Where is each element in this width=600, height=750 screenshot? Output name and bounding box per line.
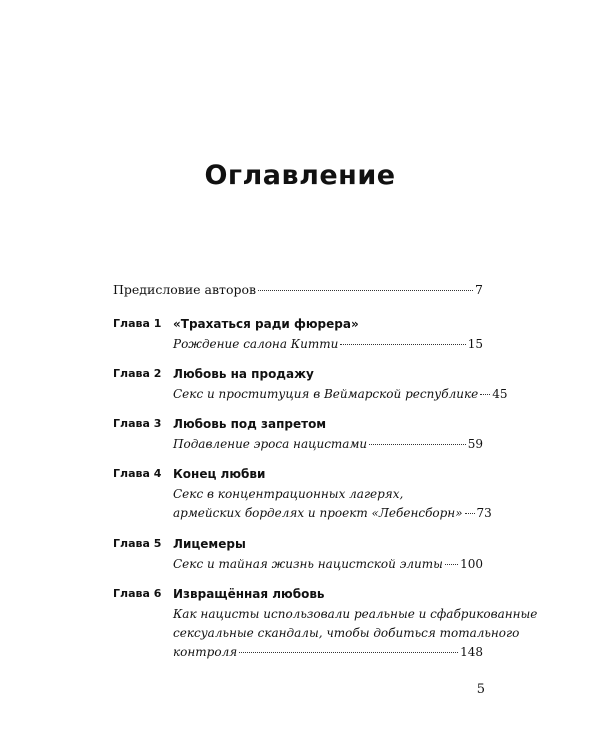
chapter-label: Глава 3: [113, 417, 162, 430]
chapter-page-number: 148: [460, 645, 483, 659]
chapter-label: Глава 4: [113, 467, 162, 480]
chapter-page-number: 100: [460, 557, 483, 571]
subtitle-line: Секс в концентрационных лагерях,: [173, 487, 404, 501]
chapter-title: Любовь на продажу: [173, 367, 314, 381]
chapter-title: «Трахаться ради фюрера»: [173, 317, 359, 331]
chapter-subtitle: [173, 605, 538, 662]
chapter-page-number: 45: [492, 387, 508, 401]
chapter-title: Лицемеры: [173, 537, 246, 551]
subtitle-text: Секс и проституция в Веймарской республике: [173, 387, 479, 401]
subtitle-text: Рождение салона Китти: [173, 337, 339, 351]
dot-leader: [445, 564, 458, 565]
subtitle-last-line: [173, 335, 483, 354]
chapter-page-number: 73: [476, 506, 492, 520]
dot-leader: [258, 290, 473, 291]
chapter-page-number: 15: [467, 337, 483, 351]
chapter-label: Глава 1: [113, 317, 162, 330]
chapter-subtitle: [173, 435, 483, 454]
subtitle-text: Подавление эроса нацистами: [173, 437, 368, 451]
chapter-page-number: 59: [467, 437, 483, 451]
subtitle-last-line: [173, 555, 483, 574]
subtitle-last-line: [173, 504, 492, 523]
subtitle-line: сексуальные скандалы, чтобы добиться тотального: [173, 626, 520, 640]
subtitle-line: Как нацисты использовали реальные и сфабрикованные: [173, 607, 538, 621]
subtitle-last-line: [173, 385, 508, 404]
subtitle-text: контроля: [173, 645, 238, 659]
chapter-label: Глава 5: [113, 537, 162, 550]
chapter-subtitle: [173, 335, 483, 354]
subtitle-text: армейских борделях и проект «Лебенсборн»: [173, 506, 463, 520]
page-number: 5: [476, 682, 485, 697]
dot-leader: [340, 344, 465, 345]
dot-leader: [480, 394, 490, 395]
page-title: Оглавление: [204, 160, 396, 191]
preface-title: Предисловие авторов: [113, 282, 257, 297]
dot-leader: [239, 652, 458, 653]
subtitle-text: Секс и тайная жизнь нацистской элиты: [173, 557, 443, 571]
chapter-label: Глава 2: [113, 367, 162, 380]
dot-leader: [369, 444, 466, 445]
preface-page-number: 7: [475, 282, 483, 297]
chapter-subtitle: [173, 485, 492, 523]
dot-leader: [465, 513, 475, 514]
chapter-title: Любовь под запретом: [173, 417, 327, 431]
subtitle-last-line: [173, 643, 483, 662]
toc-preface-entry[interactable]: [113, 282, 483, 298]
chapter-subtitle: [173, 555, 483, 574]
chapter-subtitle: [173, 385, 508, 404]
subtitle-last-line: [173, 435, 483, 454]
chapter-label: Глава 6: [113, 587, 162, 600]
chapter-title: Конец любви: [173, 467, 266, 481]
chapter-title: Извращённая любовь: [173, 587, 325, 601]
